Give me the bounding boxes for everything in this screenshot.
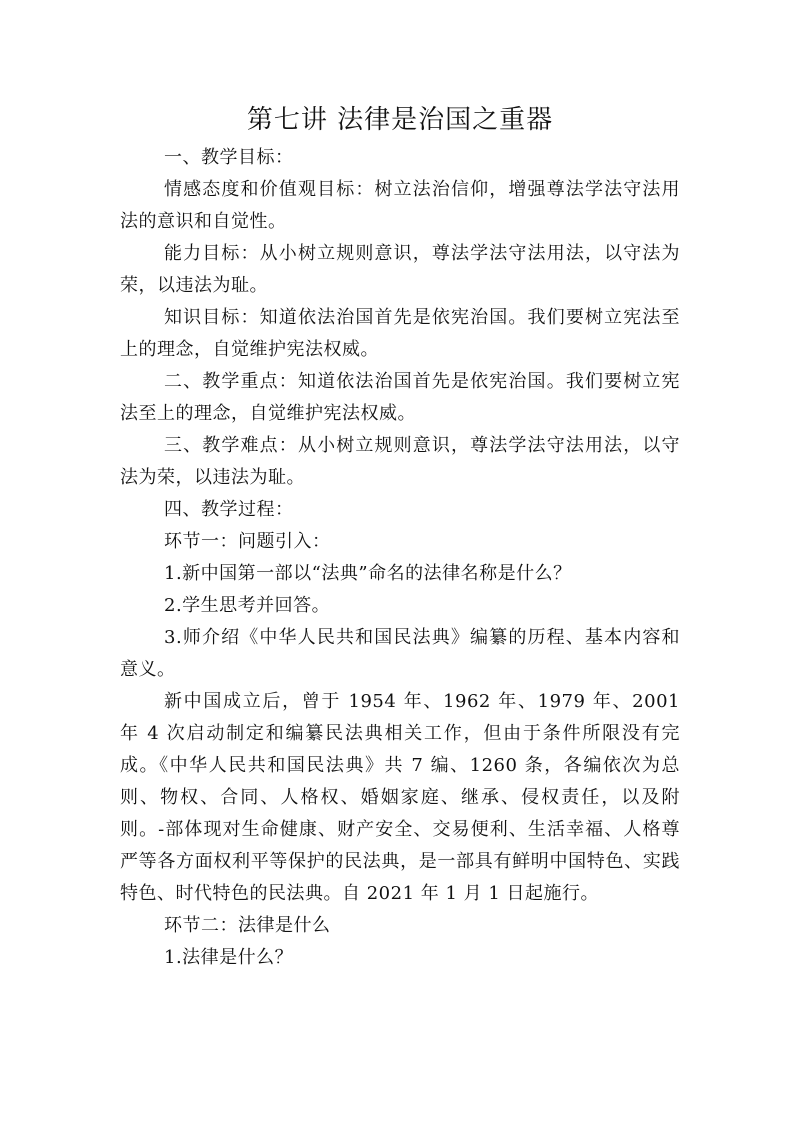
step-one-heading: 环节一：问题引入： (164, 531, 331, 552)
section-teaching-process-heading: 四、教学过程： (164, 499, 294, 520)
lecture-title: 第七讲 法律是治国之重器 (246, 105, 554, 135)
step-one-item-3: 3.师介绍《中华人民共和国民法典》编纂的历程、基本内容和意义。 (120, 627, 680, 680)
step-two-item-1: 1.法律是什么？ (164, 947, 294, 968)
step-one-item-1: 1.新中国第一部以“法典”命名的法律名称是什么？ (164, 563, 572, 584)
goal-attitude-values: 情感态度和价值观目标：树立法治信仰，增强尊法学法守法用法的意识和自觉性。 (120, 179, 680, 232)
section-teaching-focus: 二、教学重点：知道依法治国首先是依宪治国。我们要树立宪法至上的理念，自觉维护宪法权威。 (120, 371, 680, 424)
document-page (120, 100, 680, 974)
step-one-item-2: 2.学生思考并回答。 (164, 595, 331, 616)
civil-code-history-paragraph: 新中国成立后，曾于 1954 年、1962 年、1979 年、2001 年 4 次启动制定和编纂民法典相关工作，但由于条件所限没有完成。《中华人民共和国民法典》共 7 编、1260 条，各编依次为总则、物权、合同、人格权、婚姻家庭、继承、侵权责任，以及附则。-部体现对生命健康、财产安全、交易便利、生活幸福、人格尊严等各方面权利平等保护的民法典，是一部具有鲜明中国特色、实践特色、时代特色的民法典。自 2021 年 1 月 1 日起施行。 (120, 691, 680, 904)
section-teaching-goals-heading: 一、教学目标： (164, 147, 294, 168)
goal-knowledge: 知识目标：知道依法治国首先是依宪治国。我们要树立宪法至上的理念，自觉维护宪法权威。 (120, 307, 680, 360)
step-two-heading: 环节二：法律是什么 (164, 915, 331, 936)
section-teaching-difficulty: 三、教学难点：从小树立规则意识，尊法学法守法用法，以守法为荣，以违法为耻。 (120, 435, 680, 488)
goal-ability: 能力目标：从小树立规则意识，尊法学法守法用法，以守法为荣，以违法为耻。 (120, 243, 680, 296)
